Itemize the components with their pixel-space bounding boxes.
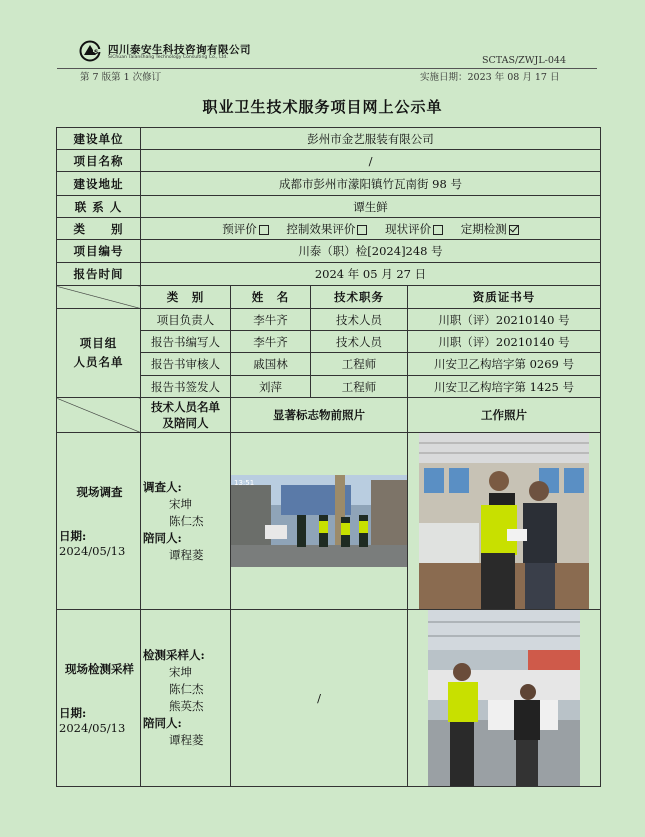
sampling-landmark-cell: / <box>231 610 408 787</box>
sampling-phase-title: 现场检测采样 <box>65 662 134 676</box>
staff-header-name: 姓 名 <box>231 286 311 309</box>
staff-group-label <box>57 309 141 398</box>
sampling-names-cell <box>141 610 231 787</box>
staff-role: 报告书签发人 <box>141 376 231 398</box>
unit-label: 建设单位 <box>57 128 141 150</box>
category-option-status-eval[interactable] <box>385 221 443 237</box>
staff-name: 戚国林 <box>231 353 311 376</box>
staff-cert: 川安卫乙构培字第 1425 号 <box>408 376 601 398</box>
investigator-name: 宋坤 <box>169 496 192 511</box>
staff-name: 李牛齐 <box>231 309 311 331</box>
sampling-date-label: 日期: <box>59 706 87 720</box>
survey-date: 2024/05/13 <box>59 544 126 558</box>
number-value: 川泰（职）检[2024]248 号 <box>141 240 601 263</box>
svg-text:S: S <box>94 49 99 56</box>
row-number <box>57 240 601 263</box>
staff-group-label-line2: 人员名单 <box>73 355 124 369</box>
survey-date-label: 日期: <box>59 529 87 543</box>
sampler-name: 宋坤 <box>169 665 192 679</box>
staff-col-header <box>141 398 231 433</box>
checkbox-icon <box>433 225 443 235</box>
notice-table <box>56 127 601 787</box>
investigator-label: 调查人: <box>143 479 182 494</box>
staff-col-header-line2: 及陪同人 <box>162 416 209 430</box>
staff-title: 技术人员 <box>311 309 408 331</box>
category-option-pre-eval[interactable] <box>222 221 269 237</box>
sampling-phase-cell <box>57 610 141 787</box>
row-contact <box>57 196 601 218</box>
company-name-en: SiChuan Taianshang Technology Consulting Co., Ltd. <box>108 55 228 60</box>
address-value: 成都市彭州市濛阳镇竹瓦南街 98 号 <box>141 172 601 196</box>
sampler-name: 熊英杰 <box>169 699 204 713</box>
staff-group-label-line1: 项目组 <box>79 336 118 350</box>
staff-title: 工程师 <box>311 376 408 398</box>
address-label: 建设地址 <box>57 172 141 196</box>
category-label-pre-eval: 预评价 <box>222 221 257 236</box>
survey-phase-title: 现场调查 <box>76 485 123 499</box>
survey-work-photo-cell <box>408 433 601 610</box>
diagonal-cell <box>57 286 141 309</box>
companion-label: 陪同人: <box>143 716 182 730</box>
staff-cert: 川职（评）20210140 号 <box>408 309 601 331</box>
page-title: 职业卫生技术服务项目网上公示单 <box>202 98 443 116</box>
time-label: 报告时间 <box>57 263 141 286</box>
company-logo-icon <box>79 40 105 62</box>
companion-label: 陪同人: <box>143 530 182 545</box>
companion-name: 谭程菱 <box>169 733 204 747</box>
staff-role: 报告书审核人 <box>141 353 231 376</box>
sampler-label: 检测采样人: <box>143 648 205 662</box>
diagonal-cell <box>57 398 141 433</box>
contact-label: 联 系 人 <box>57 196 141 218</box>
staff-name: 刘萍 <box>231 376 311 398</box>
staff-title: 技术人员 <box>311 331 408 353</box>
landmark-photo-header: 显著标志物前照片 <box>231 398 408 433</box>
staff-header-cert: 资质证书号 <box>408 286 601 309</box>
document-header <box>0 0 645 95</box>
unit-value: 彭州市金艺服装有限公司 <box>141 128 601 150</box>
row-unit <box>57 128 601 150</box>
landmark-photo <box>231 475 407 567</box>
companion-name: 谭程菱 <box>169 547 204 562</box>
staff-cert: 川安卫乙构培字第 0269 号 <box>408 353 601 376</box>
sampling-row <box>57 610 601 787</box>
document-number: SCTAS/ZWJL-044 <box>482 55 566 66</box>
category-option-control-eval[interactable] <box>286 221 367 237</box>
time-value: 2024 年 05 月 27 日 <box>141 263 601 286</box>
staff-header-role: 类 别 <box>141 286 231 309</box>
checkbox-icon <box>357 225 367 235</box>
project-name-value: / <box>141 150 601 172</box>
category-label-periodic: 定期检测 <box>460 221 507 236</box>
contact-value: 谭生鲜 <box>141 196 601 218</box>
row-time <box>57 263 601 286</box>
survey-landmark-photo-cell <box>231 433 408 610</box>
revision-text: 第 7 版第 1 次修订 <box>80 72 162 83</box>
investigator-name: 陈仁杰 <box>169 513 204 528</box>
category-label-status-eval: 现状评价 <box>385 221 432 236</box>
work-photo-header: 工作照片 <box>408 398 601 433</box>
checkbox-icon <box>259 225 269 235</box>
category-label: 类 别 <box>57 218 141 240</box>
staff-title: 工程师 <box>311 353 408 376</box>
sampling-date: 2024/05/13 <box>59 721 126 735</box>
staff-col-header-line1: 技术人员名单 <box>151 400 220 414</box>
staff-header-title: 技术职务 <box>311 286 408 309</box>
survey-phase-cell <box>57 433 141 610</box>
implement-date: 实施日期：2023 年 08 月 17 日 <box>420 72 560 83</box>
staff-header-row <box>57 286 601 309</box>
survey-work-photo <box>419 433 589 609</box>
survey-row <box>57 433 601 610</box>
category-option-periodic[interactable] <box>461 221 519 237</box>
project-name-label: 项目名称 <box>57 150 141 172</box>
photo-timestamp: 13:51 <box>234 479 255 487</box>
checked-checkbox-icon <box>509 225 519 235</box>
survey-names-cell <box>141 433 231 610</box>
staff-role: 报告书编写人 <box>141 331 231 353</box>
row-category <box>57 218 601 240</box>
row-project-name <box>57 150 601 172</box>
category-label-control-eval: 控制效果评价 <box>286 221 356 236</box>
staff-name: 李牛齐 <box>231 331 311 353</box>
sampling-work-photo-cell <box>408 610 601 787</box>
row-address <box>57 172 601 196</box>
company-name: 四川泰安生科技咨询有限公司 <box>108 44 251 56</box>
number-label: 项目编号 <box>57 240 141 263</box>
sampler-name: 陈仁杰 <box>169 682 204 696</box>
staff-cert: 川职（评）20210140 号 <box>408 331 601 353</box>
staff-row <box>57 309 601 331</box>
sampling-work-photo <box>428 610 580 786</box>
photos-header-row <box>57 398 601 433</box>
category-options <box>141 218 601 240</box>
staff-role: 项目负责人 <box>141 309 231 331</box>
